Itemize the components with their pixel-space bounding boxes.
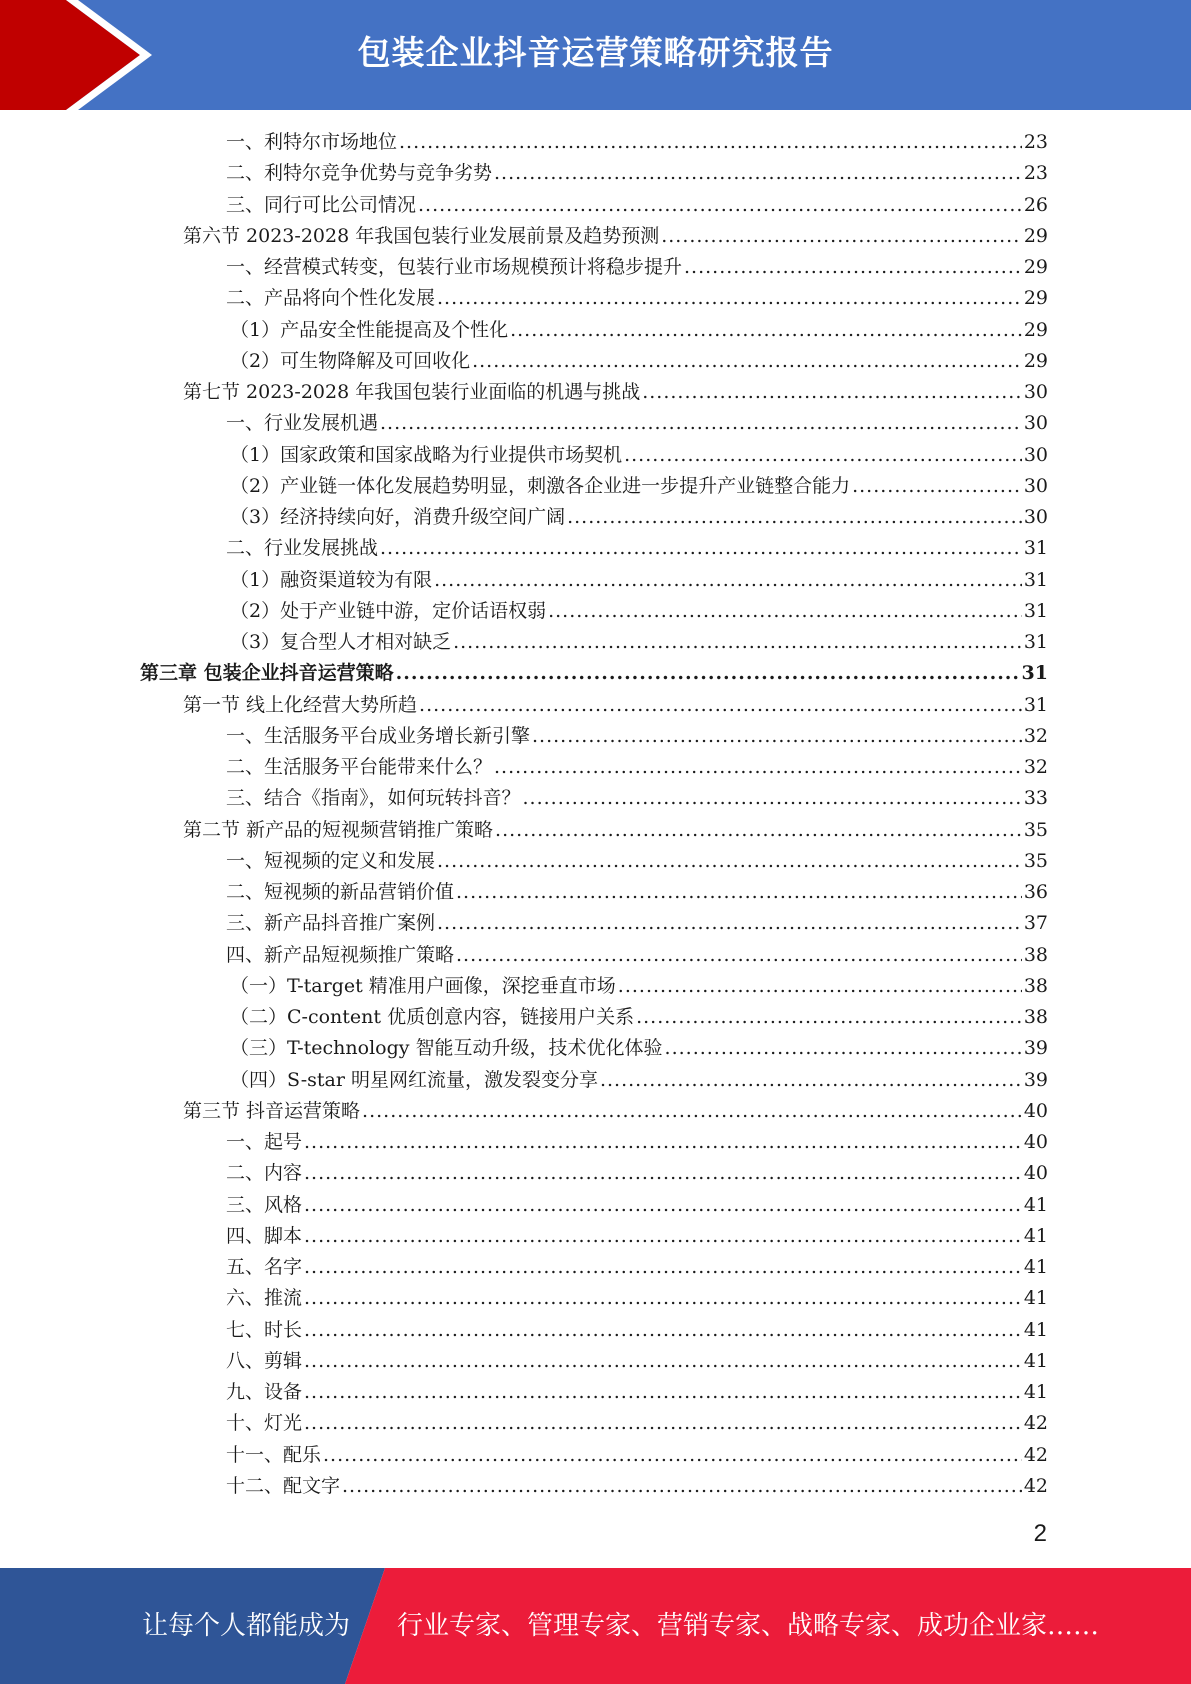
toc-entry-page: 29 [1023, 224, 1048, 247]
toc-entry[interactable] [140, 815, 1048, 846]
toc-leader-dots [684, 256, 1022, 278]
toc-leader-dots [665, 1037, 1022, 1059]
toc-entry-title: 一、生活服务平台成业务增长新引擎 [226, 724, 531, 747]
toc-entry[interactable] [140, 1252, 1048, 1283]
toc-entry-title: （3）经济持续向好，消费升级空间广阔 [230, 506, 566, 528]
toc-entry-title: （1）融资渠道较为有限 [230, 568, 433, 591]
toc-entry-title: 第七节 2023-2028 年我国包装行业面临的机遇与挑战 [183, 381, 641, 403]
toc-entry[interactable] [140, 315, 1048, 346]
toc-entry[interactable] [140, 346, 1048, 377]
footer-slogan-right: 行业专家、管理专家、营销专家、战略专家、成功企业家…… [397, 1611, 1100, 1641]
toc-entry-title: 七、时长 [226, 1318, 303, 1341]
toc-entry[interactable] [140, 252, 1048, 283]
toc-entry[interactable] [140, 940, 1048, 971]
toc-entry-page: 23 [1023, 131, 1048, 153]
toc-entry-title: （3）复合型人才相对缺乏 [230, 631, 452, 653]
toc-entry[interactable] [140, 283, 1048, 314]
toc-entry-page: 37 [1023, 912, 1048, 935]
toc-entry-title: 三、结合《指南》，如何玩转抖音？ [226, 787, 521, 810]
toc-entry-page: 26 [1023, 193, 1048, 216]
toc-entry-page: 23 [1023, 162, 1048, 185]
toc-entry[interactable] [140, 1221, 1048, 1252]
toc-entry-page: 36 [1023, 881, 1048, 903]
toc-entry[interactable] [140, 596, 1048, 627]
toc-leader-dots [342, 1475, 1022, 1497]
toc-leader-dots [636, 1006, 1022, 1028]
toc-leader-dots [304, 1319, 1022, 1341]
toc-entry-title: （2）处于产业链中游，定价话语权弱 [230, 599, 547, 622]
toc-leader-dots [456, 944, 1022, 966]
toc-entry-title: （2）可生物降解及可回收化 [230, 349, 471, 372]
toc-entry-page: 41 [1023, 1224, 1048, 1247]
toc-leader-dots [418, 194, 1022, 216]
toc-leader-dots [419, 694, 1022, 716]
toc-leader-dots [437, 287, 1022, 309]
toc-entry-page: 38 [1023, 1006, 1048, 1028]
toc-entry-title: 四、脚本 [226, 1224, 303, 1247]
toc-entry-title: 二、内容 [226, 1162, 303, 1185]
toc-entry-page: 39 [1023, 1068, 1048, 1091]
toc-entry-title: 二、利特尔竞争优势与竞争劣势 [226, 162, 493, 185]
page-number: 2 [1033, 1520, 1047, 1547]
toc-leader-dots [304, 1287, 1022, 1309]
toc-entry-page: 30 [1023, 474, 1048, 497]
toc-entry-title: 一、经营模式转变，包装行业市场规模预计将稳步提升 [226, 256, 683, 278]
toc-leader-dots [380, 412, 1022, 434]
toc-entry-page: 40 [1023, 1131, 1048, 1153]
toc-entry-page: 41 [1023, 1193, 1048, 1216]
toc-leader-dots [396, 662, 1020, 684]
toc-entry-page: 29 [1023, 256, 1048, 278]
toc-entry[interactable] [140, 752, 1048, 783]
toc-entry-title: 二、生活服务平台能带来什么？ [226, 756, 493, 778]
report-title: 包装企业抖音运营策略研究报告 [357, 33, 834, 72]
toc-entry-title: （一）T-target 精准用户画像，深挖垂直市场 [230, 974, 616, 997]
toc-entry-page: 31 [1023, 631, 1048, 653]
toc-entry-page: 31 [1021, 662, 1048, 685]
toc-leader-dots [399, 131, 1022, 153]
table-of-contents [140, 127, 1048, 1502]
toc-leader-dots [453, 631, 1022, 653]
toc-entry[interactable] [140, 1065, 1048, 1096]
toc-entry[interactable] [140, 1002, 1048, 1033]
toc-leader-dots [567, 506, 1022, 528]
toc-entry-title: （二）C-content 优质创意内容，链接用户关系 [230, 1006, 635, 1028]
toc-leader-dots [304, 1256, 1022, 1278]
toc-entry[interactable] [140, 502, 1048, 533]
footer-slogan-left: 让每个人都能成为 [142, 1611, 351, 1641]
toc-entry-title: （2）产业链一体化发展趋势明显，刺激各企业进一步提升产业链整合能力 [230, 474, 851, 497]
toc-entry[interactable] [140, 190, 1048, 221]
toc-entry-page: 29 [1023, 349, 1048, 372]
toc-entry-page: 40 [1023, 1162, 1048, 1185]
toc-leader-dots [624, 444, 1022, 466]
toc-entry-page: 38 [1023, 974, 1048, 997]
toc-entry[interactable] [140, 565, 1048, 596]
toc-entry-page: 30 [1023, 381, 1048, 403]
toc-entry[interactable] [140, 533, 1048, 564]
toc-entry[interactable] [140, 1471, 1048, 1502]
toc-entry-page: 41 [1023, 1287, 1048, 1310]
toc-entry-title: 第六节 2023-2028 年我国包装行业发展前景及趋势预测 [183, 224, 660, 247]
toc-entry[interactable] [140, 721, 1048, 752]
toc-leader-dots [304, 1194, 1022, 1216]
toc-entry[interactable] [140, 158, 1048, 189]
toc-entry[interactable] [140, 377, 1048, 408]
toc-entry-title: 二、短视频的新品营销价值 [226, 881, 455, 903]
toc-leader-dots [434, 569, 1022, 591]
toc-entry[interactable] [140, 846, 1048, 877]
toc-entry-title: （三）T-technology 智能互动升级，技术优化体验 [230, 1037, 663, 1060]
toc-leader-dots [304, 1162, 1022, 1184]
toc-entry-page: 30 [1023, 506, 1048, 528]
toc-entry[interactable] [140, 1346, 1048, 1377]
toc-entry[interactable] [140, 783, 1048, 814]
toc-entry-title: 一、短视频的定义和发展 [226, 849, 436, 872]
toc-entry-page: 30 [1023, 412, 1048, 435]
toc-entry-title: 一、行业发展机遇 [226, 412, 379, 435]
toc-leader-dots [548, 600, 1022, 622]
toc-entry-page: 32 [1023, 756, 1048, 778]
toc-entry[interactable] [140, 627, 1048, 658]
toc-entry[interactable] [140, 471, 1048, 502]
toc-entry-page: 31 [1023, 537, 1048, 560]
toc-entry-page: 41 [1023, 1349, 1048, 1372]
toc-entry-title: 第一节 线上化经营大势所趋 [183, 693, 418, 716]
toc-entry-title: （1）产品安全性能提高及个性化 [230, 318, 509, 341]
toc-entry-title: 五、名字 [226, 1256, 303, 1278]
toc-entry[interactable] [140, 971, 1048, 1002]
toc-entry[interactable] [140, 1408, 1048, 1439]
toc-entry[interactable] [140, 221, 1048, 252]
toc-entry[interactable] [140, 1096, 1048, 1127]
toc-entry-page: 39 [1023, 1037, 1048, 1060]
toc-entry[interactable] [140, 1190, 1048, 1221]
toc-leader-dots [472, 350, 1022, 372]
toc-leader-dots [618, 975, 1022, 997]
toc-leader-dots [437, 912, 1022, 934]
toc-leader-dots [661, 225, 1022, 247]
toc-entry-title: 一、起号 [226, 1131, 303, 1153]
toc-leader-dots [380, 537, 1022, 559]
toc-leader-dots [532, 725, 1022, 747]
toc-entry-title: 三、风格 [226, 1193, 303, 1216]
toc-leader-dots [852, 475, 1022, 497]
toc-entry[interactable] [140, 690, 1048, 721]
toc-entry[interactable] [140, 408, 1048, 439]
toc-entry-title: （四）S-star 明星网红流量，激发裂变分享 [230, 1068, 598, 1091]
toc-entry[interactable] [140, 1377, 1048, 1408]
toc-entry-page: 41 [1023, 1256, 1048, 1278]
toc-leader-dots [304, 1350, 1022, 1372]
toc-entry-page: 42 [1023, 1474, 1048, 1497]
toc-entry-title: 十、灯光 [226, 1412, 303, 1435]
toc-leader-dots [523, 787, 1022, 809]
toc-entry-title: 九、设备 [226, 1381, 303, 1403]
toc-leader-dots [304, 1225, 1022, 1247]
toc-entry-page: 41 [1023, 1318, 1048, 1341]
page-header [0, 0, 1191, 110]
toc-entry[interactable] [140, 658, 1048, 689]
toc-entry-title: 十二、配文字 [226, 1474, 341, 1497]
toc-leader-dots [510, 319, 1022, 341]
toc-entry-page: 29 [1023, 318, 1048, 341]
toc-entry-page: 31 [1023, 599, 1048, 622]
toc-entry-page: 42 [1023, 1412, 1048, 1435]
toc-entry-page: 33 [1023, 787, 1048, 810]
toc-entry-page: 41 [1023, 1381, 1048, 1403]
toc-entry-title: 第三章 包装企业抖音运营策略 [140, 662, 394, 685]
toc-entry-title: 六、推流 [226, 1287, 303, 1310]
page-footer [0, 1568, 1191, 1684]
toc-entry-title: 十一、配乐 [226, 1443, 322, 1466]
toc-leader-dots [304, 1131, 1022, 1153]
toc-entry-page: 40 [1023, 1099, 1048, 1122]
toc-entry[interactable] [140, 908, 1048, 939]
toc-entry[interactable] [140, 1440, 1048, 1471]
toc-entry[interactable] [140, 1315, 1048, 1346]
toc-entry[interactable] [140, 1127, 1048, 1158]
toc-entry-page: 32 [1023, 724, 1048, 747]
toc-leader-dots [494, 756, 1022, 778]
toc-entry-page: 30 [1023, 443, 1048, 466]
toc-entry[interactable] [140, 127, 1048, 158]
toc-entry-title: 第三节 抖音运营策略 [183, 1099, 361, 1122]
toc-entry-title: 三、新产品抖音推广案例 [226, 912, 436, 935]
toc-leader-dots [456, 881, 1022, 903]
toc-leader-dots [304, 1381, 1022, 1403]
toc-leader-dots [304, 1412, 1022, 1434]
toc-leader-dots [600, 1069, 1022, 1091]
toc-leader-dots [323, 1444, 1022, 1466]
toc-entry[interactable] [140, 1283, 1048, 1314]
toc-entry[interactable] [140, 1158, 1048, 1189]
toc-leader-dots [362, 1100, 1022, 1122]
toc-entry[interactable] [140, 877, 1048, 908]
toc-entry-page: 35 [1023, 849, 1048, 872]
toc-entry-page: 42 [1023, 1443, 1048, 1466]
toc-entry-page: 31 [1023, 693, 1048, 716]
toc-entry[interactable] [140, 1033, 1048, 1064]
toc-entry-title: 八、剪辑 [226, 1349, 303, 1372]
toc-entry-page: 38 [1023, 943, 1048, 966]
toc-entry-page: 29 [1023, 287, 1048, 310]
toc-entry-title: 一、利特尔市场地位 [226, 131, 398, 153]
toc-entry-title: 二、行业发展挑战 [226, 537, 379, 560]
toc-leader-dots [642, 381, 1022, 403]
toc-entry[interactable] [140, 440, 1048, 471]
toc-entry-title: 第二节 新产品的短视频营销推广策略 [183, 818, 494, 841]
toc-leader-dots [494, 162, 1022, 184]
toc-leader-dots [495, 819, 1022, 841]
toc-entry-page: 31 [1023, 568, 1048, 591]
toc-entry-title: （1）国家政策和国家战略为行业提供市场契机 [230, 443, 623, 466]
toc-entry-title: 三、同行可比公司情况 [226, 193, 417, 216]
toc-entry-title: 二、产品将向个性化发展 [226, 287, 436, 310]
toc-entry-page: 35 [1023, 818, 1048, 841]
toc-leader-dots [437, 850, 1022, 872]
toc-entry-title: 四、新产品短视频推广策略 [226, 943, 455, 966]
